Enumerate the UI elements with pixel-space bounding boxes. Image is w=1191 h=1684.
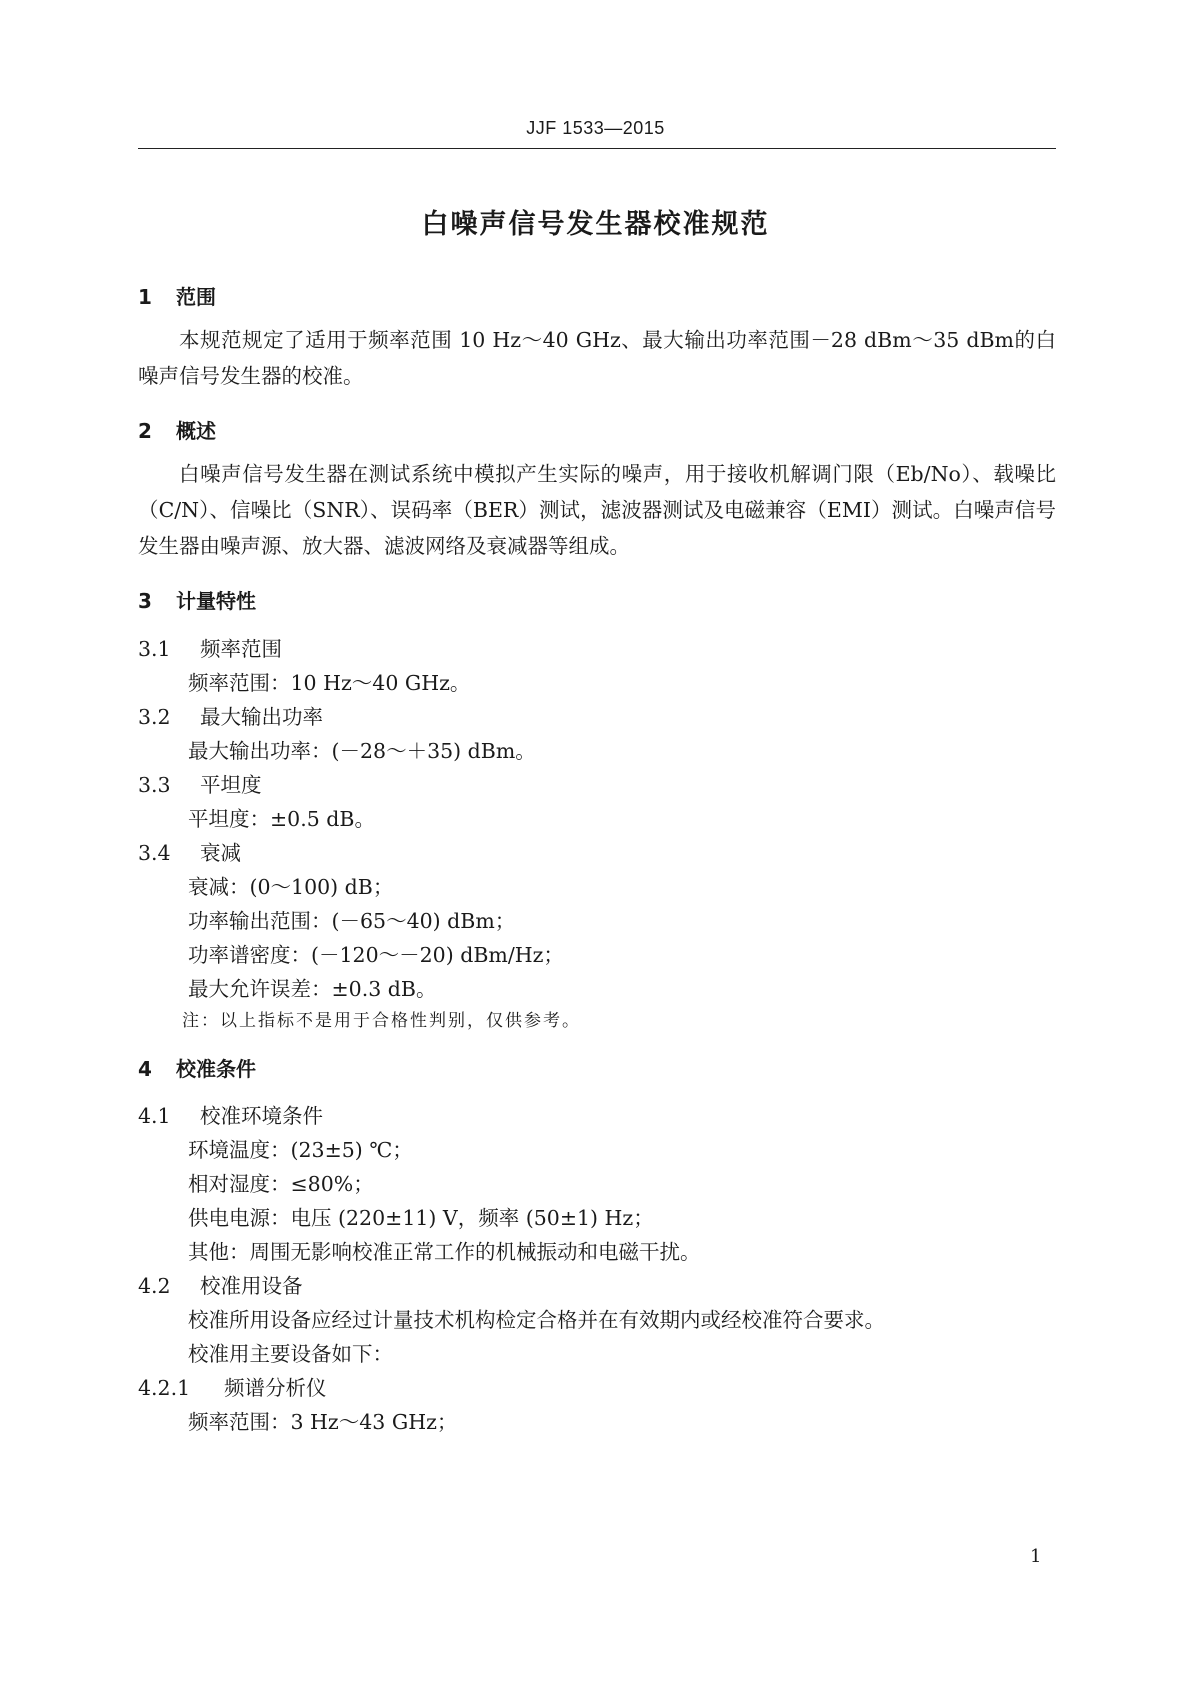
- equipment-requirement: 校准所用设备应经过计量技术机构检定合格并在有效期内或经校准符合要求。: [188, 1308, 885, 1332]
- relative-humidity: 相对湿度：≤80%；: [188, 1172, 374, 1196]
- document-header: JJF 1533—2015: [526, 118, 665, 138]
- section-1-heading: [138, 281, 216, 310]
- frequency-range-spec: 频率范围：10 Hz～40 GHz。: [188, 671, 471, 695]
- subsection-4-2-heading: 4.2 校准用设备: [138, 1274, 303, 1298]
- section-number: 1: [138, 285, 152, 309]
- equipment-list-intro: 校准用主要设备如下：: [188, 1342, 393, 1366]
- note: 注：以上指标不是用于合格性判别，仅供参考。: [182, 1011, 581, 1031]
- subsection-3-2-heading: 3.2 最大输出功率: [138, 705, 323, 729]
- section-title: 范围: [176, 285, 216, 309]
- page-number: 1: [1030, 1546, 1042, 1567]
- section-title: 计量特性: [176, 589, 256, 613]
- subsection-4-1-heading: 4.1 校准环境条件: [138, 1104, 323, 1128]
- ambient-temperature: 环境温度：(23±5) ℃；: [188, 1138, 413, 1162]
- header-rule: [138, 148, 1056, 149]
- subsection-3-1-heading: 3.1 频率范围: [138, 637, 282, 661]
- section-title: 校准条件: [176, 1057, 256, 1081]
- flatness-spec: 平坦度：±0.5 dB。: [188, 807, 375, 831]
- section-4-heading: [138, 1053, 256, 1082]
- section-number: 3: [138, 589, 152, 613]
- document-title: 白噪声信号发生器校准规范: [421, 209, 770, 240]
- section-2-heading: [138, 415, 216, 444]
- section-3-heading: [138, 585, 256, 614]
- section-number: 2: [138, 419, 152, 443]
- max-permissible-error-spec: 最大允许误差：±0.3 dB。: [188, 977, 437, 1001]
- power-output-range-spec: 功率输出范围：(－65～40) dBm；: [188, 909, 516, 933]
- subsection-3-4-heading: 3.4 衰减: [138, 841, 241, 865]
- max-output-power-spec: 最大输出功率：(－28～＋35) dBm。: [188, 739, 536, 763]
- section-1-body: 本规范规定了适用于频率范围 10 Hz～40 GHz、最大输出功率范围－28 dBm～35 dBm的白噪声信号发生器的校准。: [138, 328, 1056, 388]
- power-supply: 供电电源：电压 (220±11) V，频率 (50±1) Hz；: [188, 1206, 654, 1230]
- subsection-3-3-heading: 3.3 平坦度: [138, 773, 262, 797]
- analyzer-frequency-range: 频率范围：3 Hz～43 GHz；: [188, 1410, 458, 1434]
- power-spectral-density-spec: 功率谱密度：(－120～－20) dBm/Hz；: [188, 943, 564, 967]
- section-title: 概述: [176, 419, 216, 443]
- section-number: 4: [138, 1057, 152, 1081]
- subsection-4-2-1-heading: 4.2.1 频谱分析仪: [138, 1376, 327, 1400]
- section-2-body: 白噪声信号发生器在测试系统中模拟产生实际的噪声，用于接收机解调门限（Eb/No）、载噪比（C/N）、信噪比（SNR）、误码率（BER）测试，滤波器测试及电磁兼容（EMI）测试。白噪声信号发生器由噪声源、放大器、滤波网络及衰减器等组成。: [138, 462, 1056, 558]
- other-conditions: 其他：周围无影响校准正常工作的机械振动和电磁干扰。: [188, 1240, 701, 1264]
- attenuation-spec: 衰减：(0～100) dB；: [188, 875, 394, 899]
